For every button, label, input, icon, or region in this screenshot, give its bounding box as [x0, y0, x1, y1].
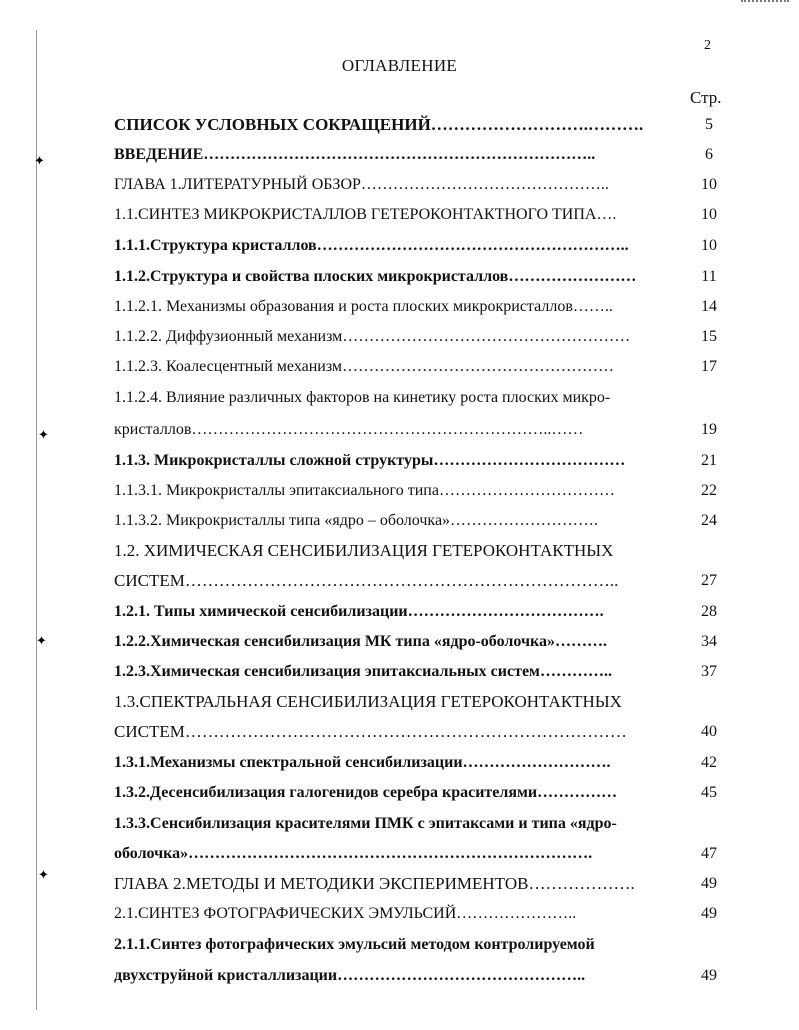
- toc-entry-page: 10: [701, 176, 717, 193]
- scan-speck-mark: ✦: [38, 427, 49, 442]
- toc-entry-text: ВВЕДЕНИЕ………………………………………………………………..: [114, 146, 596, 163]
- toc-entry-page: 14: [701, 298, 717, 315]
- toc-entry-text: 1.1.3.1. Микрокристаллы эпитаксиального типа……………………………: [114, 482, 615, 499]
- toc-entry-text: ГЛАВА 1.ЛИТЕРАТУРНЫЙ ОБЗОР………………………………………..: [114, 176, 609, 193]
- scan-corner-mark: [741, 0, 789, 16]
- toc-entry-text: СПИСОК УСЛОВНЫХ СОКРАЩЕНИЙ……………………….……….: [114, 115, 644, 134]
- toc-entry-page: 17: [701, 358, 717, 375]
- toc-entry-text: 1.2.1. Типы химической сенсибилизации……………………………….: [114, 603, 604, 620]
- toc-entry-page: 49: [701, 875, 717, 892]
- toc-entry-page: 27: [701, 572, 717, 589]
- toc-entry-text: кристаллов…………………………………………………………..……: [114, 421, 584, 438]
- toc-entry-page: 15: [701, 328, 717, 345]
- toc-entry-text: 1.2.2.Химическая сенсибилизация МК типа «ядро-оболочка»……….: [114, 633, 607, 650]
- toc-entry-page: 11: [701, 268, 717, 285]
- toc-entry-page: 19: [701, 421, 717, 438]
- toc-entry-text: 1.1.3. Микрокристаллы сложной структуры………………………………: [114, 452, 626, 469]
- toc-entry-page: 42: [701, 754, 717, 771]
- page-column-label: Стр.: [690, 88, 722, 107]
- page-title: ОГЛАВЛЕНИЕ: [341, 56, 458, 75]
- scan-speck-mark: ✦: [36, 633, 47, 648]
- toc-entry-text: СИСТЕМ……………………………………………………………………: [114, 722, 627, 741]
- toc-entry-text: 1.3.1.Механизмы спектральной сенсибилизации……………………….: [114, 754, 611, 771]
- toc-entry-page: 34: [701, 633, 717, 650]
- toc-entry-text: 1.1.2.4. Влияние различных факторов на кинетику роста плоских микро-: [114, 389, 611, 406]
- toc-entry-page: 10: [701, 206, 717, 223]
- toc-entry-text: 1.1.2.1. Механизмы образования и роста плоских микрокристаллов……..: [114, 298, 613, 315]
- toc-entry-text: СИСТЕМ…………………………………………………………………..: [114, 571, 619, 590]
- toc-entry-page: 45: [701, 784, 717, 801]
- toc-entry-page: 40: [701, 723, 717, 740]
- toc-entry-text: двухструйной кристаллизации………………………………………..: [114, 967, 586, 984]
- page-number: 2: [704, 38, 711, 53]
- toc-entry-text: 1.2.3.Химическая сенсибилизация эпитаксиальных систем…………..: [114, 663, 612, 680]
- toc-entry-text: 1.1.2.2. Диффузионный механизм………………………………………………: [114, 328, 631, 345]
- toc-entry-text: 2.1.1.Синтез фотографических эмульсий методом контролируемой: [114, 936, 595, 953]
- toc-entry-page: 49: [701, 905, 717, 922]
- toc-entry-text: 1.1.2.Структура и свойства плоских микрокристаллов……………………: [114, 268, 637, 285]
- toc-entry-text: 1.1.3.2. Микрокристаллы типа «ядро – оболочка»……………………….: [114, 512, 599, 529]
- toc-entry-page: 24: [701, 512, 717, 529]
- scan-speck-mark: ✦: [38, 867, 49, 882]
- scan-edge-line: [36, 30, 37, 1010]
- toc-entry-page: 49: [701, 967, 717, 984]
- toc-entry-page: 47: [701, 845, 717, 862]
- toc-entry-text: оболочка»………………………………………………………………….: [114, 845, 593, 862]
- toc-entry-text: 1.3.3.Сенсибилизация красителями ПМК с эпитаксами и типа «ядро-: [114, 815, 617, 832]
- toc-entry-text: 1.3.СПЕКТРАЛЬНАЯ СЕНСИБИЛИЗАЦИЯ ГЕТЕРОКОНТАКТНЫХ: [114, 692, 622, 711]
- scan-speck-mark: ✦: [34, 153, 45, 168]
- toc-entry-page: 21: [701, 452, 717, 469]
- toc-entry-page: 22: [701, 482, 717, 499]
- toc-entry-page: 6: [705, 146, 713, 163]
- toc-entry-text: 1.3.2.Десенсибилизация галогенидов серебра красителями……………: [114, 784, 618, 801]
- toc-entry-page: 28: [701, 603, 717, 620]
- toc-entry-page: 5: [705, 116, 713, 133]
- toc-entry-text: 1.1.1.Структура кристаллов…………………………………………………..: [114, 237, 629, 254]
- toc-entry-text: 1.1.СИНТЕЗ МИКРОКРИСТАЛЛОВ ГЕТЕРОКОНТАКТНОГО ТИПА….: [114, 206, 617, 223]
- toc-entry-text: 1.2. ХИМИЧЕСКАЯ СЕНСИБИЛИЗАЦИЯ ГЕТЕРОКОНТАКТНЫХ: [114, 541, 614, 560]
- toc-entry-text: ГЛАВА 2.МЕТОДЫ И МЕТОДИКИ ЭКСПЕРИМЕНТОВ……………….: [114, 874, 635, 893]
- toc-entry-text: 1.1.2.3. Коалесцентный механизм……………………………………………: [114, 358, 615, 375]
- toc-entry-text: 2.1.СИНТЕЗ ФОТОГРАФИЧЕСКИХ ЭМУЛЬСИЙ…………………..: [114, 905, 577, 922]
- toc-entry-page: 37: [701, 663, 717, 680]
- toc-entry-page: 10: [701, 237, 717, 254]
